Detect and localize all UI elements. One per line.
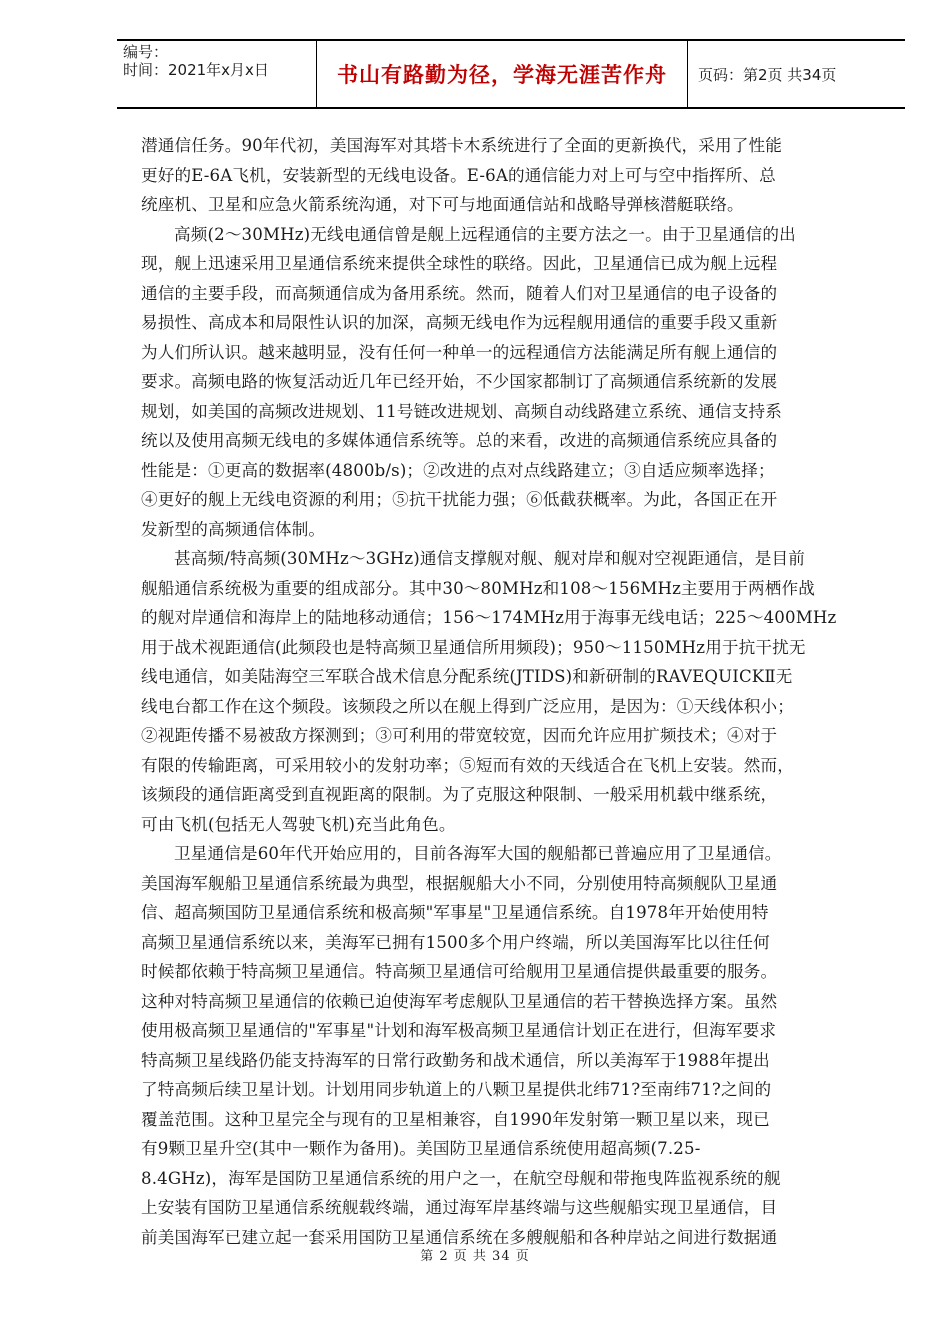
header-page-info: 页码：第2页 共34页 xyxy=(698,65,837,84)
text-line: 发新型的高频通信体制。 xyxy=(141,519,326,539)
text-line: 现，舰上迅速采用卫星通信系统来提供全球性的联络。因此，卫星通信已成为舰上远程 xyxy=(141,254,778,273)
text-line: 舰船通信系统极为重要的组成部分。其中30～80MHz和108～156MHz主要用于两栖作战 xyxy=(141,578,815,598)
text-line: 可由飞机(包括无人驾驶飞机)充当此角色。 xyxy=(141,814,456,834)
page-footer: 第 2 页 共 34 页 xyxy=(420,1249,530,1264)
text-line: 该频段的通信距离受到直视距离的限制。为了克服这种限制、一般采用机载中继系统， xyxy=(141,785,778,804)
text-line: 要求。高频电路的恢复活动近几年已经开始，不少国家都制订了高频通信系统新的发展 xyxy=(141,372,778,391)
text-line: 使用极高频卫星通信的"军事星"计划和海军极高频卫星通信计划正在进行，但海军要求 xyxy=(141,1021,777,1040)
text-line: 的舰对岸通信和海岸上的陆地移动通信；156～174MHz用于海事无线电话；225～400MHz xyxy=(141,608,837,627)
text-line: 美国海军舰船卫星通信系统最为典型，根据舰船大小不同，分别使用特高频舰队卫星通 xyxy=(141,873,778,893)
text-line: 线电台都工作在这个频段。该频段之所以在舰上得到广泛应用，是因为：①天线体积小； xyxy=(141,696,795,716)
header-meta xyxy=(117,41,317,107)
header-motto: 书山有路勤为径，学海无涯苦作舟 xyxy=(337,63,667,87)
text-line: ④更好的舰上无线电资源的利用；⑤抗干扰能力强；⑥低截获概率。为此，各国正在开 xyxy=(141,490,778,509)
header-page-info-cell xyxy=(688,41,905,107)
document-body xyxy=(141,131,881,1252)
paragraph-start-line: 甚高频/特高频(30MHz～3GHz)通信支撑舰对舰、舰对岸和舰对空视距通信，是目前 xyxy=(174,549,805,568)
page-header xyxy=(117,39,905,109)
text-line: 有9颗卫星升空(其中一颗作为备用)。美国防卫星通信系统使用超高频(7.25- xyxy=(141,1139,701,1158)
text-line: 有限的传输距离，可采用较小的发射功率；⑤短而有效的天线适合在飞机上安装。然而， xyxy=(141,755,795,775)
text-line: 为人们所认识。越来越明显，没有任何一种单一的远程通信方法能满足所有舰上通信的 xyxy=(141,342,778,362)
text-line: 易损性、高成本和局限性认识的加深，高频无线电作为远程舰用通信的重要手段又重新 xyxy=(141,313,778,332)
text-line: 性能是：①更高的数据率(4800b/s)；②改进的点对点线路建立；③自适应频率选择； xyxy=(141,460,775,480)
text-line: 统座机、卫星和应急火箭系统沟通，对下可与地面通信站和战略导弹核潜艇联络。 xyxy=(141,195,744,214)
text-line: 规划，如美国的高频改进规划、11号链改进规划、高频自动线路建立系统、通信支持系 xyxy=(141,401,782,421)
doc-time-label: 时间：2021年x月x日 xyxy=(123,61,269,79)
doc-number-label: 编号： xyxy=(123,43,169,61)
text-line: 高频卫星通信系统以来，美海军已拥有1500多个用户终端，所以美国海军比以往任何 xyxy=(141,932,770,952)
text-line: 特高频卫星线路仍能支持海军的日常行政勤务和战术通信，所以美海军于1988年提出 xyxy=(141,1050,770,1070)
text-line: ②视距传播不易被敌方探测到；③可利用的带宽较宽，因而允许应用扩频技术；④对于 xyxy=(141,726,778,745)
text-line: 了特高频后续卫星计划。计划用同步轨道上的八颗卫星提供北纬71?至南纬71?之间的 xyxy=(141,1080,772,1099)
text-line: 统以及使用高频无线电的多媒体通信系统等。总的来看，改进的高频通信系统应具备的 xyxy=(141,431,778,450)
text-line: 更好的E-6A飞机，安装新型的无线电设备。E-6A的通信能力对上可与空中指挥所、总 xyxy=(141,165,776,185)
header-motto-cell xyxy=(317,41,688,107)
text-line: 这种对特高频卫星通信的依赖已迫使海军考虑舰队卫星通信的若干替换选择方案。虽然 xyxy=(141,991,778,1011)
text-line: 8.4GHz)，海军是国防卫星通信系统的用户之一，在航空母舰和带拖曳阵监视系统的舰 xyxy=(141,1168,781,1188)
paragraph-start-line: 卫星通信是60年代开始应用的，目前各海军大国的舰船都已普遍应用了卫星通信。 xyxy=(174,844,782,863)
text-line: 前美国海军已建立起一套采用国防卫星通信系统在多艘舰船和各种岸站之间进行数据通 xyxy=(141,1227,778,1247)
text-line: 时候都依赖于特高频卫星通信。特高频卫星通信可给舰用卫星通信提供最重要的服务。 xyxy=(141,962,778,981)
text-line: 上安装有国防卫星通信系统舰载终端，通过海军岸基终端与这些舰船实现卫星通信，目 xyxy=(141,1198,778,1217)
text-line: 潜通信任务。90年代初，美国海军对其塔卡木系统进行了全面的更新换代，采用了性能 xyxy=(141,136,782,155)
paragraph-start-line: 高频(2～30MHz)无线电通信曾是舰上远程通信的主要方法之一。由于卫星通信的出 xyxy=(174,224,796,244)
text-line: 覆盖范围。这种卫星完全与现有的卫星相兼容，自1990年发射第一颗卫星以来，现已 xyxy=(141,1109,770,1129)
text-line: 用于战术视距通信(此频段也是特高频卫星通信所用频段)；950～1150MHz用于抗干扰无 xyxy=(141,637,806,657)
text-line: 信、超高频国防卫星通信系统和极高频"军事星"卫星通信系统。自1978年开始使用特 xyxy=(141,903,769,922)
text-line: 线电通信，如美陆海空三军联合战术信息分配系统(JTIDS)和新研制的RAVEQUICKⅡ无 xyxy=(141,667,793,686)
text-line: 通信的主要手段，而高频通信成为备用系统。然而，随着人们对卫星通信的电子设备的 xyxy=(141,283,778,303)
